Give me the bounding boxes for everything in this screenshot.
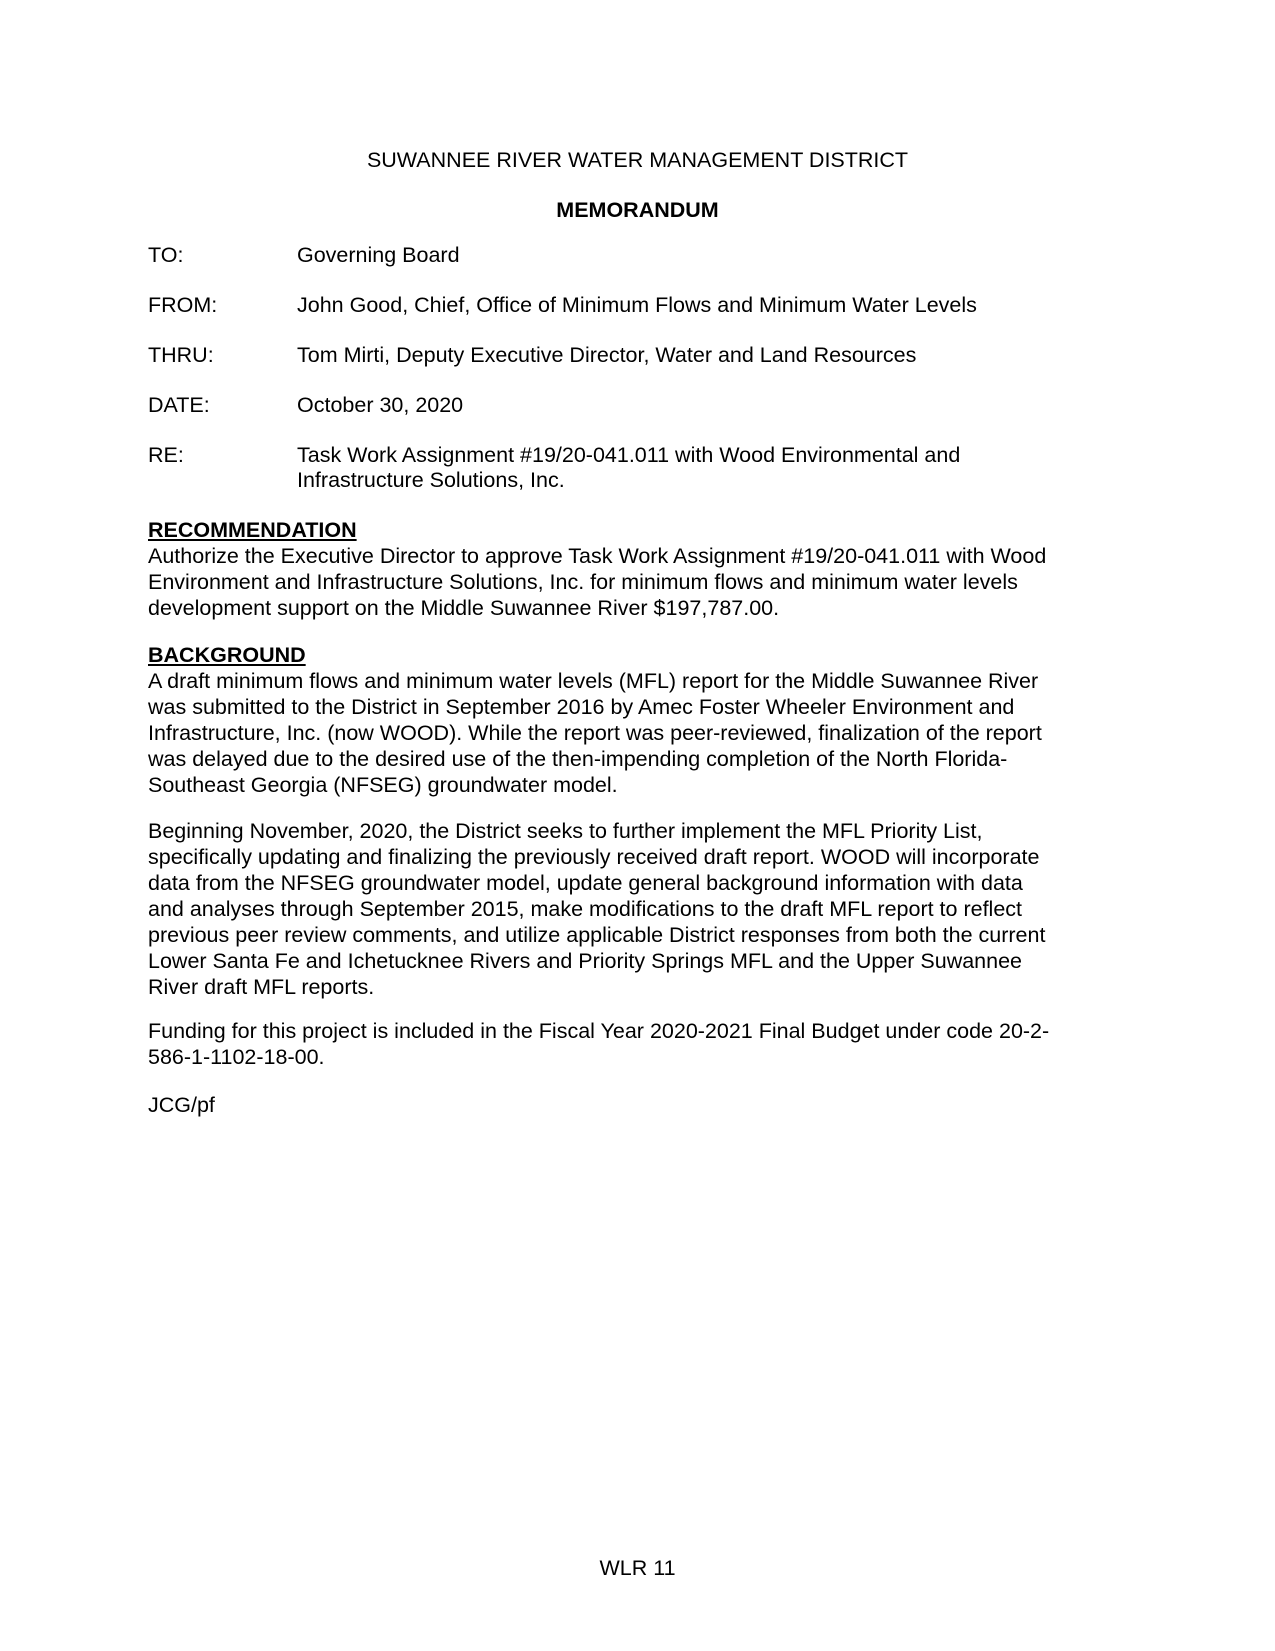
paragraph-line: A draft minimum flows and minimum water levels (MFL) report for the Middle Suwannee River [148,669,1039,693]
re-line: Task Work Assignment #19/20-041.011 with Wood Environmental and [297,443,961,467]
to-value: Governing Board [297,243,460,267]
recommendation-heading: RECOMMENDATION [148,518,357,542]
paragraph-line: was submitted to the District in September 2016 by Amec Foster Wheeler Environment and [148,695,1015,719]
paragraph-line: Lower Santa Fe and Ichetucknee Rivers and Priority Springs MFL and the Upper Suwannee [148,949,1023,973]
memorandum-title: MEMORANDUM [556,198,719,222]
paragraph-line: and analyses through September 2015, make modifications to the draft MFL report to reflect [148,897,1023,921]
re-line: Infrastructure Solutions, Inc. [297,468,565,492]
re-label: RE: [148,443,184,467]
paragraph-line: specifically updating and finalizing the previously received draft report. WOOD will incorporate [148,845,1040,869]
recommendation-paragraph [148,543,1123,621]
thru-label: THRU: [148,343,214,367]
paragraph-line: Authorize the Executive Director to approve Task Work Assignment #19/20-041.011 with Wood [148,544,1047,568]
paragraph-line: River draft MFL reports. [148,975,375,999]
paragraph-line: Infrastructure, Inc. (now WOOD). While the report was peer-reviewed, finalization of the report [148,721,1042,745]
paragraph-line: development support on the Middle Suwannee River $197,787.00. [148,596,780,620]
date-value: October 30, 2020 [297,393,464,417]
background-paragraph-1 [148,668,1123,798]
author-initials: JCG/pf [148,1093,215,1117]
paragraph-line: Funding for this project is included in the Fiscal Year 2020-2021 Final Budget under code 20-2- [148,1019,1050,1043]
organization-title: SUWANNEE RIVER WATER MANAGEMENT DISTRICT [366,148,909,172]
paragraph-line: 586-1-1102-18-00. [148,1045,325,1069]
re-value [297,443,960,493]
background-paragraph-2 [148,818,1123,1000]
from-value: John Good, Chief, Office of Minimum Flows and Minimum Water Levels [297,293,977,317]
paragraph-line: Environment and Infrastructure Solutions, Inc. for minimum flows and minimum water levels [148,570,1018,594]
paragraph-line: previous peer review comments, and utilize applicable District responses from both the current [148,923,1046,947]
from-label: FROM: [148,293,218,317]
background-paragraph-3 [148,1018,1123,1070]
paragraph-line: Southeast Georgia (NFSEG) groundwater model. [148,773,618,797]
paragraph-line: was delayed due to the desired use of the then-impending completion of the North Florida- [148,747,1008,771]
to-label: TO: [148,243,184,267]
page-number: WLR 11 [599,1556,676,1580]
thru-value: Tom Mirti, Deputy Executive Director, Water and Land Resources [297,343,917,367]
paragraph-line: data from the NFSEG groundwater model, update general background information with data [148,871,1023,895]
date-label: DATE: [148,393,210,417]
background-heading: BACKGROUND [148,643,306,667]
paragraph-line: Beginning November, 2020, the District seeks to further implement the MFL Priority List, [148,819,983,843]
